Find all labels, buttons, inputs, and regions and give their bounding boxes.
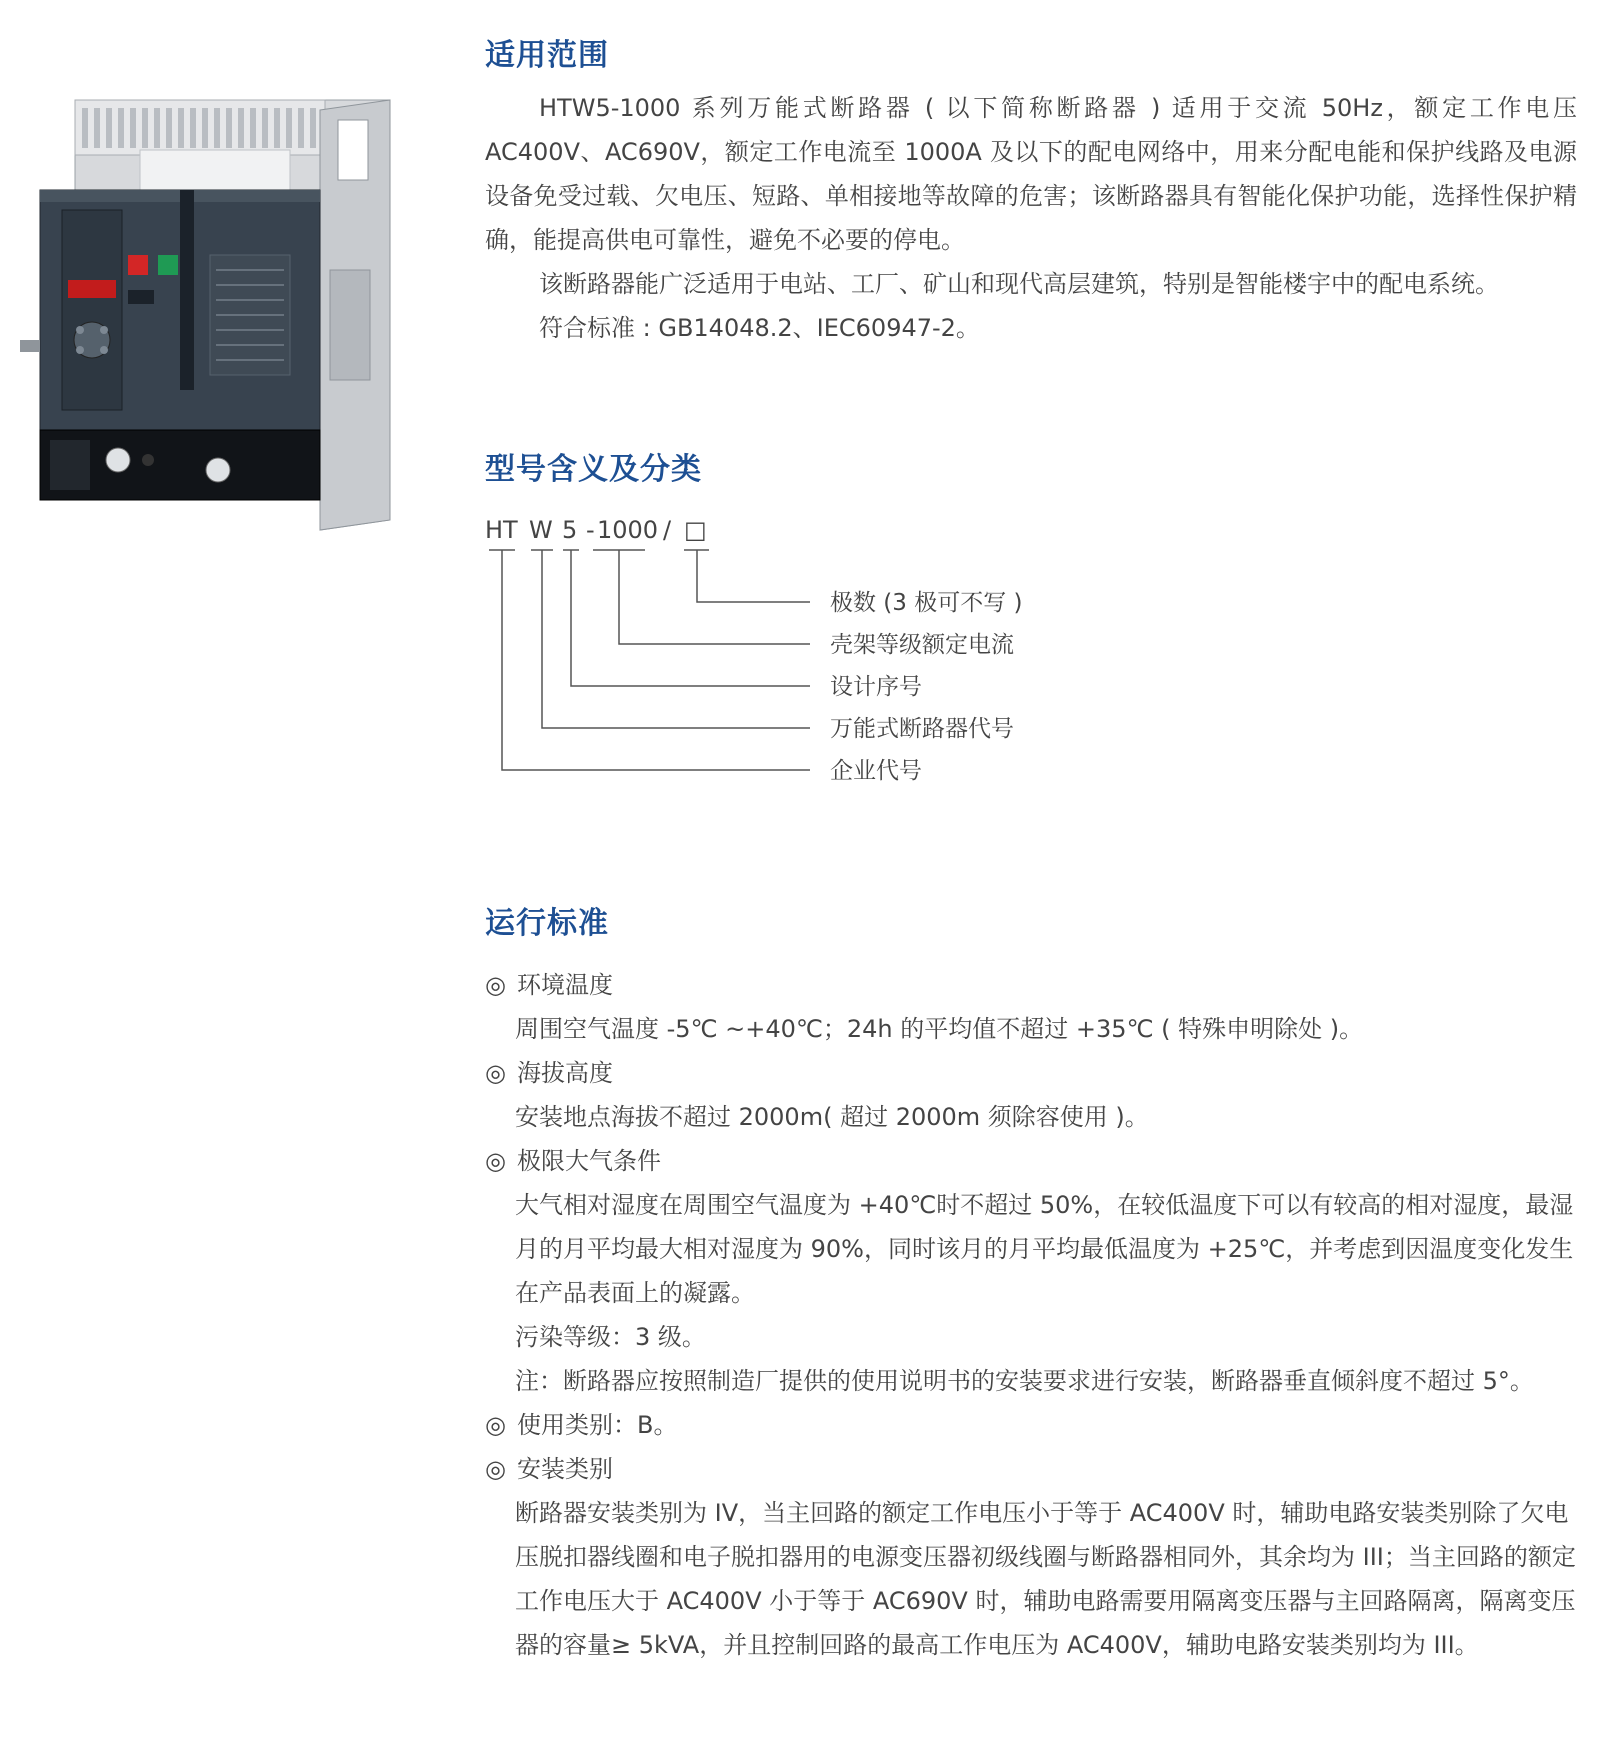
standard-item-body: 周围空气温度 -5℃ ~+40℃；24h 的平均值不超过 +35℃ ( 特殊申明除处 )。: [515, 1015, 1364, 1043]
model-label-universal-breaker-code: 万能式断路器代号: [830, 716, 1014, 742]
standard-item-title: ◎ 环境温度: [485, 963, 613, 1007]
bullet-circle-icon: ◎: [485, 1411, 506, 1439]
product-image-circuit-breaker: [20, 90, 392, 540]
section-title-operating-standards: 运行标准: [485, 906, 609, 941]
model-label-poles: 极数 (3 极可不写 ): [830, 590, 1023, 616]
standard-item-body: 安装地点海拔不超过 2000m( 超过 2000m 须除容使用 )。: [515, 1103, 1149, 1131]
standard-item-title: ◎ 极限大气条件: [485, 1139, 661, 1183]
model-label-frame-current: 壳架等级额定电流: [830, 632, 1014, 658]
standard-item-title: ◎ 安装类别: [485, 1447, 613, 1491]
model-label-design-number: 设计序号: [830, 674, 922, 700]
bullet-circle-icon: ◎: [485, 971, 506, 999]
model-code-diagram: [485, 510, 1045, 800]
model-code-part-w: W: [529, 516, 553, 544]
applicable-scope-paragraph-2: 该断路器能广泛适用于电站、工厂、矿山和现代高层建筑，特别是智能楼宇中的配电系统。: [539, 270, 1499, 298]
model-code-part-1000: 1000: [597, 516, 659, 544]
model-code-part-5: 5: [562, 516, 578, 544]
section-title-model-meaning: 型号含义及分类: [485, 452, 702, 487]
section-title-applicable-scope: 适用范围: [485, 38, 609, 73]
standard-item-body: 注：断路器应按照制造厂提供的使用说明书的安装要求进行安装，断路器垂直倾斜度不超过 5°。: [515, 1367, 1534, 1395]
applicable-scope-paragraph-3: 符合标准 : GB14048.2、IEC60947-2。: [539, 314, 980, 342]
model-code-part-ht: HT: [485, 516, 518, 544]
standard-item-body: 断路器安装类别为 IV，当主回路的额定工作电压小于等于 AC400V 时，辅助电路安装类别除了欠电压脱扣器线圈和电子脱扣器用的电源变压器初级线圈与断路器相同外，其余均为 III；当主回路的额定工作电压大于 AC400V 小于等于 AC690V 时，辅助电路需要用隔离变压器与主回路隔离，隔离变压器的容量≥ 5kVA，并且控制回路的最高工作电压为 AC400V，辅助电路安装类别均为 III。: [515, 1499, 1576, 1659]
bullet-circle-icon: ◎: [485, 1147, 506, 1175]
model-code-part-slash: /: [663, 516, 672, 544]
standard-item-title: ◎ 使用类别：B。: [485, 1403, 677, 1447]
applicable-scope-paragraph-1: HTW5-1000 系列万能式断路器 ( 以下简称断路器 ) 适用于交流 50Hz，额定工作电压 AC400V、AC690V，额定工作电流至 1000A 及以下的配电网络中，用来分配电能和保护线路及电源设备免受过载、欠电压、短路、单相接地等故障的危害；该断路器具有智能化保护功能，选择性保护精确，能提高供电可靠性，避免不必要的停电。: [485, 94, 1577, 254]
bullet-circle-icon: ◎: [485, 1059, 506, 1087]
standard-item-title: ◎ 海拔高度: [485, 1051, 613, 1095]
standard-item-body: 污染等级：3 级。: [515, 1323, 706, 1351]
model-code-part-box: □: [684, 516, 707, 544]
model-code-part-dash: -: [586, 516, 595, 544]
standard-item-body: 大气相对湿度在周围空气温度为 +40℃时不超过 50%，在较低温度下可以有较高的相对湿度，最湿月的月平均最大相对湿度为 90%，同时该月的月平均最低温度为 +25℃，并考虑到因温度变化发生在产品表面上的凝露。: [515, 1191, 1574, 1307]
model-label-enterprise-code: 企业代号: [830, 758, 922, 784]
bullet-circle-icon: ◎: [485, 1455, 506, 1483]
